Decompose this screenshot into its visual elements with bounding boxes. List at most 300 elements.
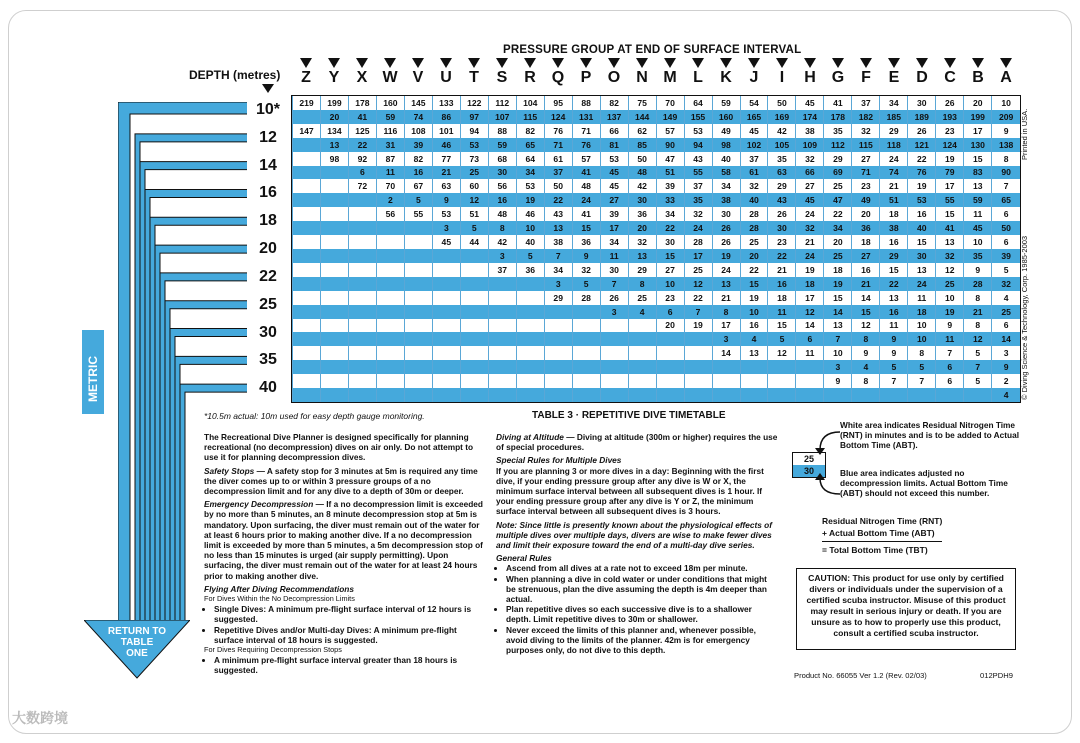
table-cell: 95 xyxy=(544,96,572,110)
table-cell: 169 xyxy=(768,110,796,124)
table-cell: 174 xyxy=(796,110,824,124)
table-cell xyxy=(404,346,432,360)
table-cell: 125 xyxy=(348,124,376,138)
general-rules-list xyxy=(496,563,778,655)
table-cell xyxy=(460,249,488,263)
table-cell: 10 xyxy=(936,291,964,305)
table-cell xyxy=(376,305,404,319)
table-cell: 61 xyxy=(740,166,768,180)
table-cell xyxy=(320,374,348,388)
table-cell: 6 xyxy=(936,374,964,388)
table-cell: 36 xyxy=(852,221,880,235)
table-cell: 47 xyxy=(824,193,852,207)
table-cell xyxy=(768,388,796,402)
table-cell: 19 xyxy=(796,263,824,277)
table-cell: 16 xyxy=(740,319,768,333)
table-cell: 67 xyxy=(404,179,432,193)
return-arrow-head[interactable] xyxy=(84,620,190,680)
table-cell: 12 xyxy=(460,193,488,207)
rule-item: • Never exceed the limits of this planner and, whenever possible, avoid diving to the limits of the planner. 42m is for emergency purposes only, do not dive to this depth. xyxy=(506,625,778,656)
table-cell: 28 xyxy=(572,291,600,305)
table-cell: 53 xyxy=(908,193,936,207)
table-cell: 43 xyxy=(768,193,796,207)
table-cell: 82 xyxy=(516,124,544,138)
table-cell xyxy=(460,291,488,305)
table-cell: 37 xyxy=(684,179,712,193)
table-cell: 122 xyxy=(460,96,488,110)
table-cell xyxy=(600,319,628,333)
table-cell: 90 xyxy=(992,166,1020,180)
table-cell: 94 xyxy=(460,124,488,138)
table-cell: 160 xyxy=(712,110,740,124)
table-cell xyxy=(348,305,376,319)
table-cell: 37 xyxy=(488,263,516,277)
table-cell: 55 xyxy=(404,207,432,221)
formula-rnt: Residual Nitrogen Time (RNT) xyxy=(822,516,943,526)
table-cell: 18 xyxy=(880,207,908,221)
table-cell: 26 xyxy=(712,235,740,249)
table-cell: 20 xyxy=(964,96,992,110)
table-cell: 34 xyxy=(600,235,628,249)
table-cell: 7 xyxy=(684,305,712,319)
table-cell: 33 xyxy=(656,193,684,207)
table-cell: 16 xyxy=(880,235,908,249)
pressure-group-Y xyxy=(322,58,346,88)
table-cell: 37 xyxy=(852,96,880,110)
table-cell xyxy=(348,332,376,346)
letter-label: B xyxy=(972,69,984,86)
table-cell: 71 xyxy=(544,138,572,152)
repetitive-dive-grid xyxy=(292,96,1020,402)
formula-tbt: = Total Bottom Time (TBT) xyxy=(822,545,928,555)
table-cell: 30 xyxy=(488,166,516,180)
table-cell: 105 xyxy=(768,138,796,152)
rule-item: • Plan repetitive dives so each successive dive is to a shallower depth. Limit repetitive dives to 30m or shallower. xyxy=(506,604,778,624)
table-cell xyxy=(293,193,321,207)
table-cell xyxy=(404,277,432,291)
table-cell: 5 xyxy=(964,374,992,388)
table-cell xyxy=(376,277,404,291)
metric-tab xyxy=(82,330,104,414)
table-cell xyxy=(320,319,348,333)
table-cell: 53 xyxy=(684,124,712,138)
table-cell: 12 xyxy=(936,263,964,277)
table-cell xyxy=(293,332,321,346)
table-cell: 5 xyxy=(880,360,908,374)
table-cell xyxy=(432,249,460,263)
table-cell xyxy=(432,388,460,402)
letter-label: U xyxy=(440,69,452,86)
table-cell: 14 xyxy=(796,319,824,333)
table-cell: 63 xyxy=(432,179,460,193)
table-cell: 68 xyxy=(488,152,516,166)
table-cell: 32 xyxy=(684,207,712,221)
pressure-group-A xyxy=(994,58,1018,88)
table-cell xyxy=(432,305,460,319)
down-arrow-icon xyxy=(440,58,452,68)
table-cell xyxy=(348,319,376,333)
table-cell: 94 xyxy=(684,138,712,152)
pressure-group-N xyxy=(630,58,654,88)
table-cell: 13 xyxy=(628,249,656,263)
table-cell: 81 xyxy=(600,138,628,152)
table-cell: 15 xyxy=(964,152,992,166)
table-cell: 29 xyxy=(628,263,656,277)
letter-label: P xyxy=(580,69,592,86)
table-cell: 46 xyxy=(432,138,460,152)
table-cell: 12 xyxy=(964,332,992,346)
table-cell: 75 xyxy=(628,96,656,110)
table-cell: 15 xyxy=(880,263,908,277)
table-cell: 49 xyxy=(852,193,880,207)
emergency-heading: Emergency Decompression xyxy=(204,499,314,510)
table-cell: 34 xyxy=(656,207,684,221)
table-cell xyxy=(488,346,516,360)
table-cell xyxy=(740,360,768,374)
table-cell xyxy=(516,388,544,402)
table-cell: 30 xyxy=(908,249,936,263)
table-cell xyxy=(293,346,321,360)
table-cell: 32 xyxy=(936,249,964,263)
table-cell: 86 xyxy=(432,110,460,124)
table-cell: 13 xyxy=(712,277,740,291)
depth-label: 18 xyxy=(247,211,289,231)
table-cell: 4 xyxy=(740,332,768,346)
table-cell: 26 xyxy=(712,221,740,235)
table-cell: 79 xyxy=(936,166,964,180)
table-cell: 48 xyxy=(628,166,656,180)
table-cell xyxy=(572,374,600,388)
table-cell xyxy=(293,179,321,193)
down-arrow-icon xyxy=(552,58,564,68)
table-cell: 178 xyxy=(824,110,852,124)
depth-label: 10* xyxy=(247,100,289,120)
table-cell: 59 xyxy=(488,138,516,152)
table-cell: 15 xyxy=(656,249,684,263)
table-cell: 22 xyxy=(880,277,908,291)
table-cell: 9 xyxy=(572,249,600,263)
letter-label: K xyxy=(720,69,732,86)
table-cell: 69 xyxy=(824,166,852,180)
table-cell: 5 xyxy=(516,249,544,263)
table-cell: 62 xyxy=(628,124,656,138)
table-cell: 20 xyxy=(320,110,348,124)
table-cell: 15 xyxy=(768,319,796,333)
table-cell xyxy=(404,249,432,263)
table-cell: 23 xyxy=(852,179,880,193)
table-cell: 10 xyxy=(516,221,544,235)
table-cell: 3 xyxy=(544,277,572,291)
table-cell: 66 xyxy=(600,124,628,138)
table-cell xyxy=(572,388,600,402)
table-cell: 21 xyxy=(880,179,908,193)
table-cell xyxy=(404,305,432,319)
table-cell: 71 xyxy=(572,124,600,138)
pressure-group-H xyxy=(798,58,822,88)
table-cell: 70 xyxy=(376,179,404,193)
table-row xyxy=(293,138,1021,152)
table-cell: 76 xyxy=(572,138,600,152)
table-cell xyxy=(404,388,432,402)
pressure-group-Z xyxy=(294,58,318,88)
table-row xyxy=(293,374,1021,388)
safety-heading: Safety Stops xyxy=(204,465,255,476)
table-cell: 13 xyxy=(740,346,768,360)
table-cell: 130 xyxy=(964,138,992,152)
flying-sub-1: For Dives Within the No Decompression Limits xyxy=(204,594,355,604)
table-cell xyxy=(320,305,348,319)
table-cell: 14 xyxy=(852,291,880,305)
table-cell: 6 xyxy=(796,332,824,346)
table-cell: 27 xyxy=(852,152,880,166)
table-cell: 32 xyxy=(796,152,824,166)
table-cell: 38 xyxy=(712,193,740,207)
pressure-group-U xyxy=(434,58,458,88)
table-cell: 28 xyxy=(964,277,992,291)
table-cell: 47 xyxy=(656,152,684,166)
table-cell: 22 xyxy=(684,291,712,305)
table-cell: 24 xyxy=(684,221,712,235)
table-cell: 74 xyxy=(404,110,432,124)
depth-arrow-icon xyxy=(262,84,274,93)
table-cell: 118 xyxy=(880,138,908,152)
table-cell: 24 xyxy=(712,263,740,277)
table-cell: 4 xyxy=(992,388,1020,402)
table-cell xyxy=(376,235,404,249)
table-cell xyxy=(404,291,432,305)
down-arrow-icon xyxy=(972,58,984,68)
table-cell xyxy=(320,291,348,305)
table-cell: 88 xyxy=(572,96,600,110)
table-cell: 22 xyxy=(768,249,796,263)
down-arrow-icon xyxy=(888,58,900,68)
table-cell: 144 xyxy=(628,110,656,124)
table-cell: 5 xyxy=(768,332,796,346)
table-cell: 2 xyxy=(992,374,1020,388)
table-cell: 19 xyxy=(936,305,964,319)
letter-label: L xyxy=(693,69,703,86)
table-cell: 5 xyxy=(964,346,992,360)
table-cell: 40 xyxy=(740,193,768,207)
table-cell: 48 xyxy=(572,179,600,193)
table-cell xyxy=(488,291,516,305)
table-cell: 13 xyxy=(320,138,348,152)
table-cell xyxy=(544,360,572,374)
table-row xyxy=(293,124,1021,138)
table-cell: 17 xyxy=(712,319,740,333)
table-cell: 22 xyxy=(348,138,376,152)
table-cell xyxy=(460,319,488,333)
table-cell: 12 xyxy=(852,319,880,333)
table-cell xyxy=(936,388,964,402)
letter-label: O xyxy=(607,69,621,86)
table-cell: 9 xyxy=(432,193,460,207)
table-cell: 6 xyxy=(348,166,376,180)
pressure-group-D xyxy=(910,58,934,88)
table-cell: 16 xyxy=(908,207,936,221)
rule-item: • Ascend from all dives at a rate not to exceed 18m per minute. xyxy=(506,563,778,573)
table-cell: 45 xyxy=(600,166,628,180)
flying-bullet-3: • A minimum pre-flight surface interval greater than 18 hours is suggested. xyxy=(214,655,488,675)
table-cell: 121 xyxy=(908,138,936,152)
table-cell: 8 xyxy=(908,346,936,360)
table-cell xyxy=(348,346,376,360)
table-cell xyxy=(404,360,432,374)
table-cell: 189 xyxy=(908,110,936,124)
table-cell: 185 xyxy=(880,110,908,124)
legend-white: White area indicates Residual Nitrogen Time (RNT) in minutes and is to be added to Actual Bottom Time (ABT). xyxy=(840,420,1020,451)
metric-label: METRIC xyxy=(86,356,100,402)
table-cell: 12 xyxy=(768,346,796,360)
down-arrow-icon xyxy=(1000,58,1012,68)
table-cell: 182 xyxy=(852,110,880,124)
table-cell: 10 xyxy=(908,332,936,346)
table-cell xyxy=(768,374,796,388)
table-cell: 98 xyxy=(320,152,348,166)
letter-label: Y xyxy=(328,69,340,86)
table-cell xyxy=(600,360,628,374)
table-cell xyxy=(628,346,656,360)
table-cell: 3 xyxy=(992,346,1020,360)
table-cell: 41 xyxy=(824,96,852,110)
table-cell: 25 xyxy=(460,166,488,180)
table-cell: 22 xyxy=(544,193,572,207)
table-cell: 8 xyxy=(488,221,516,235)
table-cell: 13 xyxy=(908,263,936,277)
table-cell xyxy=(488,319,516,333)
table-cell: 17 xyxy=(600,221,628,235)
table-cell: 112 xyxy=(488,96,516,110)
table-cell: 20 xyxy=(824,235,852,249)
table-cell: 160 xyxy=(376,96,404,110)
table-cell xyxy=(432,277,460,291)
table-cell: 23 xyxy=(656,291,684,305)
table-cell xyxy=(768,360,796,374)
table-cell: 101 xyxy=(432,124,460,138)
table-row xyxy=(293,291,1021,305)
table-cell xyxy=(348,193,376,207)
table-row xyxy=(293,96,1021,110)
table-cell xyxy=(293,166,321,180)
table-cell xyxy=(712,388,740,402)
table-cell: 34 xyxy=(824,221,852,235)
table-cell: 29 xyxy=(880,124,908,138)
table-cell: 45 xyxy=(432,235,460,249)
table-cell: 11 xyxy=(964,207,992,221)
table-row xyxy=(293,110,1021,124)
table-cell: 9 xyxy=(992,360,1020,374)
letter-label: X xyxy=(356,69,368,86)
table-cell xyxy=(348,291,376,305)
product-code: 012PDH9 xyxy=(980,671,1013,680)
depth-label: 35 xyxy=(247,350,289,370)
table-cell: 124 xyxy=(544,110,572,124)
table-cell: 32 xyxy=(852,124,880,138)
table-cell: 26 xyxy=(908,124,936,138)
table-cell: 134 xyxy=(320,124,348,138)
table-cell: 19 xyxy=(936,152,964,166)
table-cell: 16 xyxy=(880,305,908,319)
table-cell xyxy=(796,388,824,402)
table-cell: 37 xyxy=(740,152,768,166)
table-cell: 209 xyxy=(992,110,1020,124)
multi-text: If you are planning 3 or more dives in a day: Beginning with the first dive, if your ending pressure group after any dive is W or X, the minimum surface interval between all subsequent dives is 1 hour. If your ending pressure group after any dive is Y or Z, the minimum surface interval between all subsequent dives is 3 hours. xyxy=(496,465,764,517)
table-cell xyxy=(488,374,516,388)
table-cell: 76 xyxy=(908,166,936,180)
down-arrow-icon xyxy=(608,58,620,68)
depth-label: 22 xyxy=(247,267,289,287)
pressure-group-V xyxy=(406,58,430,88)
table-cell: 70 xyxy=(656,96,684,110)
table-cell: 85 xyxy=(628,138,656,152)
table-cell xyxy=(684,360,712,374)
down-arrow-icon xyxy=(664,58,676,68)
table-cell: 145 xyxy=(404,96,432,110)
table-cell: 7 xyxy=(880,374,908,388)
table-cell: 14 xyxy=(824,305,852,319)
table-cell: 40 xyxy=(908,221,936,235)
down-arrow-icon xyxy=(776,58,788,68)
table-cell: 219 xyxy=(293,96,321,110)
table-cell: 28 xyxy=(740,221,768,235)
table-cell xyxy=(432,332,460,346)
table-cell xyxy=(432,346,460,360)
table-cell: 30 xyxy=(600,263,628,277)
table-cell: 54 xyxy=(740,96,768,110)
table-cell: 9 xyxy=(880,332,908,346)
table-cell xyxy=(376,221,404,235)
pressure-group-F xyxy=(854,58,878,88)
table-row xyxy=(293,207,1021,221)
table-cell: 28 xyxy=(740,207,768,221)
table-cell xyxy=(376,332,404,346)
table-cell xyxy=(293,221,321,235)
table-cell: 131 xyxy=(572,110,600,124)
table-cell: 29 xyxy=(768,179,796,193)
table-cell xyxy=(293,305,321,319)
table-cell: 5 xyxy=(992,263,1020,277)
rule-item: • When planning a dive in cold water or under conditions that might be strenuous, plan the dive assuming the depth is 4m deeper than actual. xyxy=(506,574,778,605)
table-row xyxy=(293,249,1021,263)
caution-box: CAUTION: This product for use only by certified divers or individuals under the supervision of a certified scuba instructor. Misuse of this product may result in serious injury or death. If you are unsure as to how to properly use this product, consult a certified scuba instructor. xyxy=(796,568,1016,650)
table-cell: 2 xyxy=(376,193,404,207)
table-cell xyxy=(740,388,768,402)
table-row xyxy=(293,360,1021,374)
table-cell: 88 xyxy=(488,124,516,138)
table-cell: 53 xyxy=(516,179,544,193)
down-arrow-icon xyxy=(468,58,480,68)
pressure-group-title: PRESSURE GROUP AT END OF SURFACE INTERVAL xyxy=(503,44,802,56)
table-cell xyxy=(293,263,321,277)
return-line-2: TABLE xyxy=(120,637,154,648)
table-cell: 11 xyxy=(880,319,908,333)
table-cell xyxy=(544,388,572,402)
table-cell: 19 xyxy=(712,249,740,263)
table-cell: 165 xyxy=(740,110,768,124)
table-cell xyxy=(852,388,880,402)
table-cell: 50 xyxy=(768,96,796,110)
table-cell xyxy=(404,263,432,277)
table-cell xyxy=(404,374,432,388)
table-cell: 92 xyxy=(348,152,376,166)
table-cell: 51 xyxy=(656,166,684,180)
table-cell: 20 xyxy=(628,221,656,235)
table-cell: 13 xyxy=(936,235,964,249)
table-cell: 9 xyxy=(880,346,908,360)
table-cell xyxy=(656,388,684,402)
general-heading: General Rules xyxy=(496,553,552,564)
table-title: TABLE 3 · REPETITIVE DIVE TIMETABLE xyxy=(532,410,726,421)
